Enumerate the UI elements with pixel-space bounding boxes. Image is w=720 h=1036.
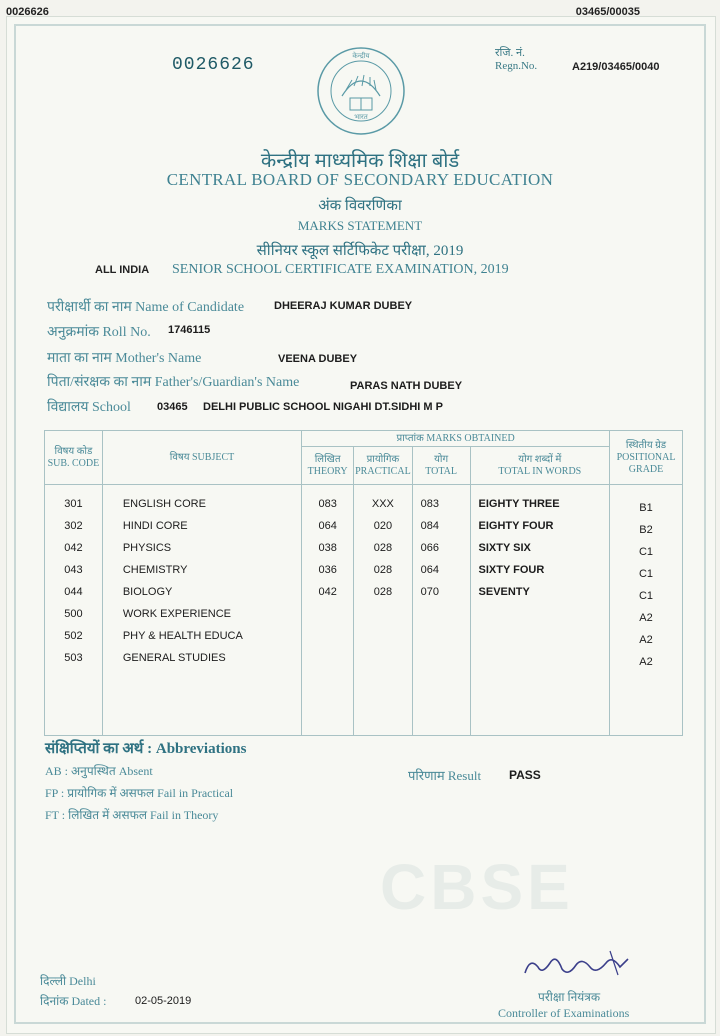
father-name-label: पिता/संरक्षक का नाम Father's/Guardian's Name — [47, 375, 300, 390]
practical-column — [354, 485, 413, 736]
table-cell: XXX — [371, 498, 394, 510]
abbreviations-title: संक्षिप्तियों का अर्थ : Abbreviations — [45, 741, 247, 757]
table-cell: PHYSICS — [122, 542, 172, 554]
table-cell: SIXTY FOUR — [478, 564, 545, 576]
table-cell: B2 — [639, 524, 653, 536]
board-title-hindi: केन्द्रीय माध्यमिक शिक्षा बोर्ड — [260, 150, 460, 172]
table-cell: 066 — [420, 542, 440, 554]
controller-signature — [520, 945, 650, 985]
theory-column — [302, 485, 354, 736]
top-right-id: 03465/00035 — [575, 6, 640, 18]
exam-title: SENIOR SCHOOL CERTIFICATE EXAMINATION, 2019 — [172, 262, 509, 277]
board-seal-icon — [316, 46, 406, 136]
table-cell: A2 — [639, 656, 653, 668]
grade-column — [610, 485, 683, 736]
table-cell: 503 — [64, 652, 83, 664]
marks-table — [44, 430, 683, 736]
table-cell: 042 — [318, 586, 337, 598]
table-cell: 302 — [64, 520, 83, 532]
table-cell: 502 — [64, 630, 83, 642]
roll-label: अनुक्रमांक Roll No. — [47, 325, 151, 340]
mother-name: VEENA DUBEY — [278, 353, 358, 365]
table-cell: GENERAL STUDIES — [122, 652, 226, 664]
table-cell: 028 — [373, 542, 393, 554]
table-cell: 036 — [318, 564, 337, 576]
dated-label: दिनांक Dated : — [40, 994, 107, 1008]
result-label: परिणाम Result — [408, 768, 482, 783]
table-cell: ENGLISH CORE — [122, 498, 206, 510]
total-column — [412, 485, 470, 736]
table-cell: CHEMISTRY — [122, 564, 188, 576]
table-cell: 028 — [373, 564, 393, 576]
controller-title-hindi: परीक्षा नियंत्रक — [538, 990, 601, 1004]
issue-date: 02-05-2019 — [135, 995, 192, 1007]
candidate-name: DHEERAJ KUMAR DUBEY — [274, 300, 413, 312]
exam-title-hindi: सीनियर स्कूल सर्टिफिकेट परीक्षा, 2019 — [256, 243, 464, 259]
controller-title: Controller of Examinations — [498, 1006, 630, 1020]
school-code: 03465 — [157, 401, 188, 413]
watermark: CBSE — [380, 851, 574, 923]
statement-title-hindi: अंक विवरणिका — [318, 198, 402, 214]
header-positional-grade: स्थितीय ग्रेड POSITIONAL GRADE — [610, 431, 683, 485]
table-cell: 070 — [420, 586, 440, 598]
table-cell: 083 — [420, 498, 440, 510]
table-cell: PHY & HEALTH EDUCA — [122, 630, 243, 642]
table-cell: 020 — [373, 520, 393, 532]
statement-title: MARKS STATEMENT — [297, 218, 423, 233]
header-total-in-words: योग शब्दों में TOTAL IN WORDS — [470, 447, 610, 485]
svg-text:केन्द्रीय: केन्द्रीय — [352, 52, 370, 60]
serial-number: 0026626 — [172, 55, 255, 75]
table-cell: 043 — [64, 564, 83, 576]
abbr-absent: AB : अनुपस्थित Absent — [45, 764, 153, 778]
school-label: विद्यालय School — [47, 400, 131, 415]
header-practical: प्रायोगिक PRACTICAL — [354, 447, 413, 485]
words-column — [470, 485, 610, 736]
subject-column — [102, 485, 301, 736]
code-column — [45, 485, 103, 736]
table-cell: C1 — [638, 568, 654, 580]
table-cell: 044 — [64, 586, 83, 598]
candidate-name-label: परीक्षार्थी का नाम Name of Candidate — [47, 300, 245, 315]
school-name: DELHI PUBLIC SCHOOL NIGAHI DT.SIDHI M P — [203, 401, 443, 413]
table-cell: WORK EXPERIENCE — [122, 608, 232, 620]
table-cell: C1 — [638, 590, 654, 602]
table-cell: 064 — [420, 564, 440, 576]
table-cell: 064 — [318, 520, 337, 532]
mother-name-label: माता का नाम Mother's Name — [47, 351, 202, 366]
table-cell: 301 — [64, 498, 83, 510]
table-cell: 042 — [64, 542, 83, 554]
header-sub-code: विषय कोड SUB. CODE — [45, 431, 103, 485]
all-india-label: ALL INDIA — [95, 264, 150, 276]
table-cell: B1 — [639, 502, 653, 514]
table-cell: HINDI CORE — [122, 520, 188, 532]
regn-label: रजि. नं. Regn.No. — [495, 47, 538, 72]
father-name: PARAS NATH DUBEY — [350, 380, 463, 392]
place: दिल्ली Delhi — [40, 974, 96, 988]
table-cell: A2 — [639, 634, 653, 646]
abbr-fail-theory: FT : लिखित में असफल Fail in Theory — [45, 808, 219, 822]
table-cell: 084 — [420, 520, 440, 532]
header-subject: विषय SUBJECT — [102, 431, 301, 485]
table-cell: EIGHTY FOUR — [478, 520, 554, 532]
header-total: योग TOTAL — [412, 447, 470, 485]
table-cell: 028 — [373, 586, 393, 598]
abbr-fail-practical: FP : प्रायोगिक में असफल Fail in Practical — [45, 786, 234, 800]
table-cell: 038 — [318, 542, 337, 554]
table-cell: BIOLOGY — [122, 586, 173, 598]
table-cell: 500 — [64, 608, 83, 620]
table-cell: A2 — [639, 612, 653, 624]
roll-number: 1746115 — [168, 324, 211, 336]
table-cell: 083 — [318, 498, 337, 510]
top-left-id: 0026626 — [6, 6, 49, 18]
table-cell: SIXTY SIX — [478, 542, 531, 554]
table-cell: SEVENTY — [478, 586, 530, 598]
table-cell: EIGHTY THREE — [478, 498, 560, 510]
table-cell: C1 — [638, 546, 654, 558]
board-title: CENTRAL BOARD OF SECONDARY EDUCATION — [166, 170, 554, 189]
svg-text:भारत: भारत — [354, 113, 368, 121]
header-marks-obtained: प्राप्तांक MARKS OBTAINED — [302, 431, 610, 447]
result-value: PASS — [509, 768, 541, 782]
regn-number: A219/03465/0040 — [572, 61, 660, 73]
header-theory: लिखित THEORY — [302, 447, 354, 485]
